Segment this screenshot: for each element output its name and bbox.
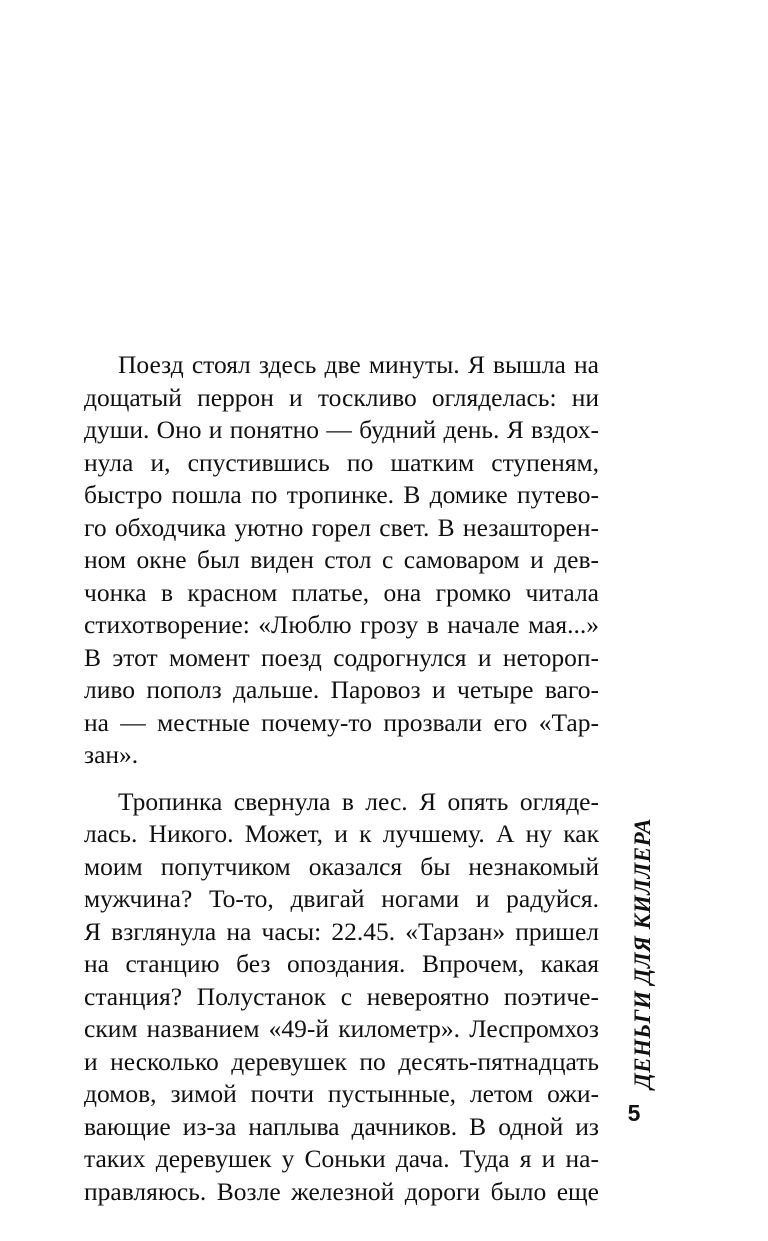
text-line: таких деревушек у Соньки дача. Туда я и на-	[84, 1144, 599, 1173]
running-head-title: ДЕНЬГИ ДЛЯ КИЛЛЕРА	[630, 818, 655, 1089]
text-line: станция? Полустанок с невероятно поэтиче-	[84, 981, 599, 1011]
text-line: быстро пошла по тропинке. В домике путево-	[84, 480, 599, 509]
text-line: В этот момент поезд содрогнулся и нетороп-	[84, 642, 599, 672]
text-line: на станцию без опоздания. Впрочем, какая	[84, 949, 599, 978]
text-line: Поезд стоял здесь две минуты. Я вышла на	[118, 350, 599, 379]
paragraph-2	[84, 786, 599, 1209]
text-line: моим попутчиком оказался бы незнакомый	[84, 851, 599, 881]
text-line: и несколько деревушек по десять-пятнадцать	[84, 1046, 599, 1076]
text-line: зан».	[84, 740, 139, 769]
page-number: 5	[627, 1100, 641, 1126]
running-head	[626, 808, 660, 1089]
text-line: вающие из-за наплыва дачников. В одной из	[84, 1111, 599, 1141]
paragraph-gap	[84, 772, 599, 786]
text-line: стихотворение: «Люблю грозу в начале мая...»	[84, 610, 599, 639]
text-line: Я взглянула на часы: 22.45. «Тарзан» пришел	[84, 916, 599, 946]
text-line: ливо пополз дальше. Паровоз и четыре ваго-	[84, 675, 599, 704]
text-line: на — местные почему-то прозвали его «Тар-	[84, 707, 599, 737]
text-line: го обходчика уютно горел свет. В незашторен-	[84, 512, 599, 542]
body-text	[84, 349, 599, 1208]
text-line: чонка в красном платье, она громко читала	[84, 577, 599, 607]
paragraph-1	[84, 349, 599, 772]
text-line: домов, зимой почти пустынные, летом ожи-	[84, 1079, 599, 1108]
text-line: ном окне был виден стол с самоваром и дев-	[84, 545, 599, 574]
text-line: мужчина? То-то, двигай ногами и радуйся.	[84, 884, 599, 913]
text-line: души. Оно и понятно — будний день. Я вздох-	[84, 415, 599, 444]
text-line: Тропинка свернула в лес. Я опять огляде-	[118, 786, 599, 816]
text-line: дощатый перрон и тоскливо огляделась: ни	[84, 382, 599, 412]
text-line: нула и, спустившись по шатким ступеням,	[84, 447, 599, 477]
text-line: ским названием «49-й километр». Леспромхоз	[84, 1014, 599, 1043]
text-line: лась. Никого. Может, и к лучшему. А ну как	[84, 819, 599, 848]
text-line: правляюсь. Возле железной дороги было еще	[84, 1176, 599, 1206]
